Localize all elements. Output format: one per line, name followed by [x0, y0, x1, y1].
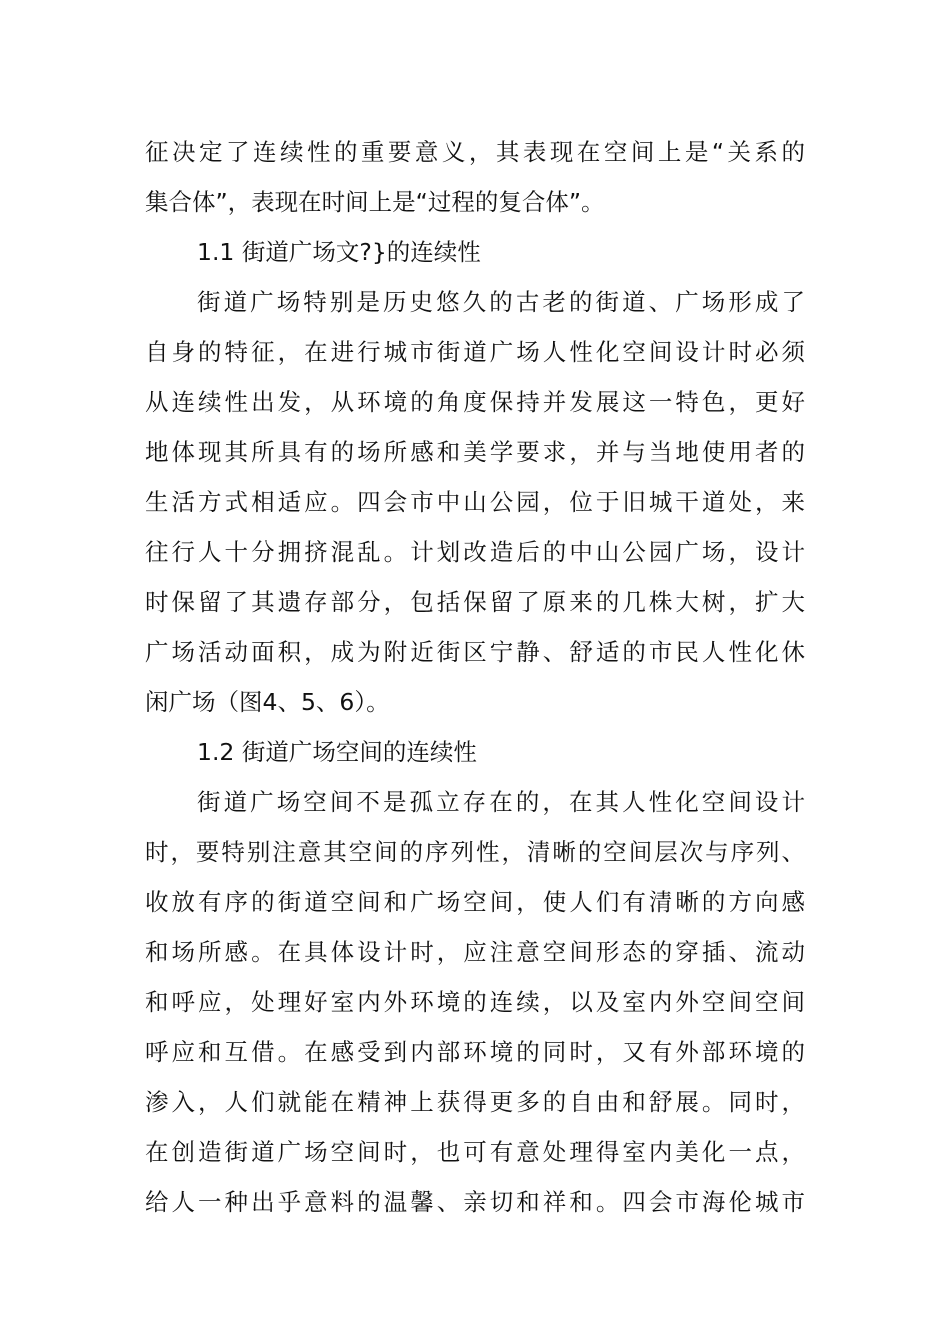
text-line: 和场所感。在具体设计时，应注意空间形态的穿插、流动: [145, 938, 805, 966]
text-line: 给人一种出乎意料的温馨、亲切和祥和。四会市海伦城市: [145, 1188, 805, 1216]
text-line: 街道广场空间不是孤立存在的，在其人性化空间设计: [197, 788, 805, 816]
text-line: 集合体”，表现在时间上是“过程的复合体”。: [145, 188, 605, 216]
text-line: 广场活动面积，成为附近街区宁静、舒适的市民人性化休: [145, 638, 805, 666]
text-line: 往行人十分拥挤混乱。计划改造后的中山公园广场，设计: [145, 538, 805, 566]
section-heading: 1.1 街道广场文?}的连续性: [197, 238, 481, 266]
text-line: 在创造街道广场空间时，也可有意处理得室内美化一点，: [145, 1138, 805, 1166]
text-line: 征决定了连续性的重要意义，其表现在空间上是“关系的: [145, 138, 805, 166]
text-line: 自身的特征，在进行城市街道广场人性化空间设计时必须: [145, 338, 805, 366]
text-line: 生活方式相适应。四会市中山公园，位于旧城干道处，来: [145, 488, 805, 516]
text-line: 收放有序的街道空间和广场空间，使人们有清晰的方向感: [145, 888, 805, 916]
text-line: 时保留了其遗存部分，包括保留了原来的几株大树，扩大: [145, 588, 805, 616]
text-line: 从连续性出发，从环境的角度保持并发展这一特色，更好: [145, 388, 805, 416]
text-line: 地体现其所具有的场所感和美学要求，并与当地使用者的: [145, 438, 805, 466]
text-line: 渗入，人们就能在精神上获得更多的自由和舒展。同时，: [145, 1088, 805, 1116]
text-line: 街道广场特别是历史悠久的古老的街道、广场形成了: [197, 288, 805, 316]
body-text: [145, 127, 805, 1227]
text-line: 呼应和互借。在感受到内部环境的同时，又有外部环境的: [145, 1038, 805, 1066]
text-line: 和呼应，处理好室内外环境的连续，以及室内外空间空间: [145, 988, 805, 1016]
section-heading: 1.2 街道广场空间的连续性: [197, 738, 477, 766]
text-line: 时，要特别注意其空间的序列性，清晰的空间层次与序列、: [145, 838, 805, 866]
text-line: 闲广场（图4、5、6）。: [145, 688, 390, 716]
